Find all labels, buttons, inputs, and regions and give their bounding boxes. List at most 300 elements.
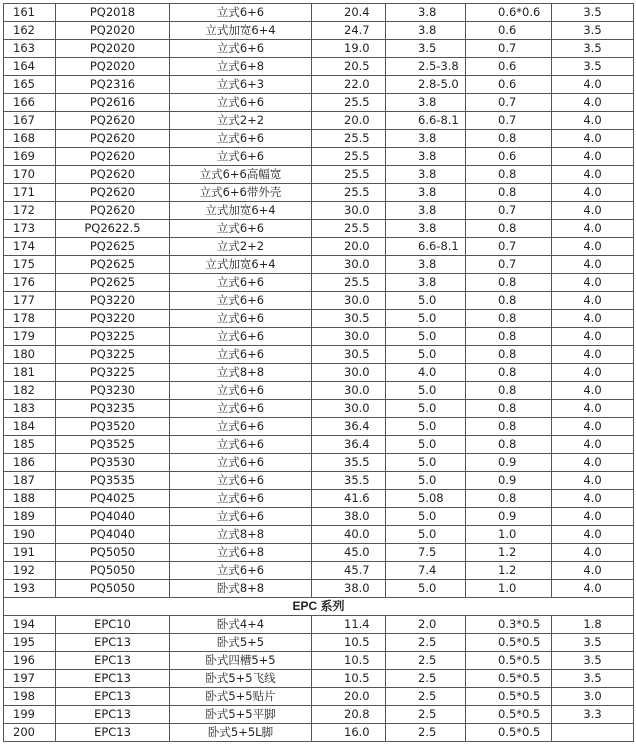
value-cell-1: 30.0 <box>312 256 386 274</box>
value-cell-1: 25.5 <box>312 166 386 184</box>
value-cell-1: 41.6 <box>312 490 386 508</box>
table-row <box>4 382 634 400</box>
value-cell-3: 0.5*0.5 <box>466 706 552 724</box>
model-cell: EPC13 <box>56 670 170 688</box>
model-cell: EPC13 <box>56 634 170 652</box>
value-cell-4: 4.0 <box>552 562 634 580</box>
value-cell-4: 4.0 <box>552 454 634 472</box>
table-row <box>4 76 634 94</box>
row-number: 177 <box>4 292 56 310</box>
value-cell-3: 0.9 <box>466 508 552 526</box>
value-cell-2: 5.0 <box>386 508 466 526</box>
value-cell-1: 35.5 <box>312 472 386 490</box>
model-cell: PQ2620 <box>56 184 170 202</box>
table-row <box>4 130 634 148</box>
model-cell: PQ3225 <box>56 346 170 364</box>
row-number: 176 <box>4 274 56 292</box>
value-cell-1: 30.0 <box>312 382 386 400</box>
model-cell: PQ5050 <box>56 544 170 562</box>
value-cell-1: 30.0 <box>312 400 386 418</box>
row-number: 164 <box>4 58 56 76</box>
model-cell: PQ2620 <box>56 202 170 220</box>
model-cell: PQ4025 <box>56 490 170 508</box>
value-cell-3: 0.3*0.5 <box>466 616 552 634</box>
value-cell-3: 0.7 <box>466 112 552 130</box>
value-cell-4: 4.0 <box>552 112 634 130</box>
row-number: 173 <box>4 220 56 238</box>
type-cell: 立式6+6 <box>170 94 312 112</box>
value-cell-3: 0.8 <box>466 364 552 382</box>
value-cell-1: 30.0 <box>312 328 386 346</box>
model-cell: PQ3535 <box>56 472 170 490</box>
section-title: EPC 系列 <box>4 598 634 616</box>
value-cell-3: 0.8 <box>466 436 552 454</box>
value-cell-3: 0.7 <box>466 202 552 220</box>
row-number: 192 <box>4 562 56 580</box>
value-cell-2: 5.0 <box>386 346 466 364</box>
row-number: 187 <box>4 472 56 490</box>
table-row <box>4 526 634 544</box>
table-body-epc <box>4 616 634 742</box>
value-cell-4: 4.0 <box>552 544 634 562</box>
type-cell: 卧式5+5飞线 <box>170 670 312 688</box>
value-cell-3: 0.5*0.5 <box>466 724 552 742</box>
value-cell-4: 4.0 <box>552 292 634 310</box>
type-cell: 立式6+6 <box>170 436 312 454</box>
value-cell-1: 25.5 <box>312 148 386 166</box>
row-number: 197 <box>4 670 56 688</box>
value-cell-1: 38.0 <box>312 580 386 598</box>
value-cell-4: 4.0 <box>552 166 634 184</box>
value-cell-1: 20.0 <box>312 112 386 130</box>
model-cell: PQ2625 <box>56 256 170 274</box>
value-cell-2: 2.5 <box>386 652 466 670</box>
value-cell-3: 0.8 <box>466 310 552 328</box>
row-number: 199 <box>4 706 56 724</box>
type-cell: 立式2+2 <box>170 112 312 130</box>
value-cell-3: 0.7 <box>466 256 552 274</box>
value-cell-3: 0.9 <box>466 454 552 472</box>
value-cell-2: 3.8 <box>386 94 466 112</box>
type-cell: 卧式4+4 <box>170 616 312 634</box>
value-cell-3: 1.0 <box>466 526 552 544</box>
value-cell-3: 0.5*0.5 <box>466 652 552 670</box>
table-row <box>4 562 634 580</box>
row-number: 167 <box>4 112 56 130</box>
value-cell-1: 30.0 <box>312 364 386 382</box>
value-cell-4: 4.0 <box>552 364 634 382</box>
value-cell-3: 0.5*0.5 <box>466 634 552 652</box>
row-number: 193 <box>4 580 56 598</box>
value-cell-4: 4.0 <box>552 310 634 328</box>
value-cell-3: 0.9 <box>466 472 552 490</box>
row-number: 166 <box>4 94 56 112</box>
value-cell-1: 10.5 <box>312 652 386 670</box>
row-number: 175 <box>4 256 56 274</box>
row-number: 190 <box>4 526 56 544</box>
type-cell: 立式6+6 <box>170 400 312 418</box>
value-cell-2: 7.5 <box>386 544 466 562</box>
row-number: 178 <box>4 310 56 328</box>
row-number: 188 <box>4 490 56 508</box>
value-cell-3: 1.0 <box>466 580 552 598</box>
table-row <box>4 490 634 508</box>
value-cell-4: 4.0 <box>552 148 634 166</box>
value-cell-2: 2.8-5.0 <box>386 76 466 94</box>
value-cell-1: 36.4 <box>312 436 386 454</box>
row-number: 191 <box>4 544 56 562</box>
value-cell-2: 5.0 <box>386 418 466 436</box>
model-cell: PQ5050 <box>56 580 170 598</box>
table-row <box>4 634 634 652</box>
model-cell: PQ2616 <box>56 94 170 112</box>
value-cell-2: 2.5 <box>386 670 466 688</box>
value-cell-4: 4.0 <box>552 184 634 202</box>
table-row <box>4 544 634 562</box>
value-cell-2: 3.8 <box>386 202 466 220</box>
table-row <box>4 346 634 364</box>
value-cell-3: 0.6*0.6 <box>466 4 552 22</box>
row-number: 181 <box>4 364 56 382</box>
value-cell-3: 0.8 <box>466 274 552 292</box>
value-cell-4: 4.0 <box>552 382 634 400</box>
value-cell-3: 0.5*0.5 <box>466 670 552 688</box>
value-cell-1: 25.5 <box>312 94 386 112</box>
value-cell-2: 2.5 <box>386 706 466 724</box>
row-number: 179 <box>4 328 56 346</box>
row-number: 196 <box>4 652 56 670</box>
value-cell-4: 4.0 <box>552 490 634 508</box>
value-cell-1: 19.0 <box>312 40 386 58</box>
row-number: 172 <box>4 202 56 220</box>
value-cell-4: 4.0 <box>552 328 634 346</box>
value-cell-4: 4.0 <box>552 202 634 220</box>
type-cell: 立式6+6 <box>170 328 312 346</box>
row-number: 165 <box>4 76 56 94</box>
model-cell: EPC13 <box>56 724 170 742</box>
value-cell-3: 1.2 <box>466 562 552 580</box>
row-number: 184 <box>4 418 56 436</box>
value-cell-2: 3.8 <box>386 130 466 148</box>
value-cell-4: 3.5 <box>552 670 634 688</box>
row-number: 171 <box>4 184 56 202</box>
model-cell: EPC13 <box>56 688 170 706</box>
value-cell-2: 5.0 <box>386 400 466 418</box>
value-cell-1: 22.0 <box>312 76 386 94</box>
table-row <box>4 688 634 706</box>
section-epc <box>4 598 634 616</box>
value-cell-3: 0.7 <box>466 94 552 112</box>
value-cell-1: 30.5 <box>312 310 386 328</box>
table-row <box>4 670 634 688</box>
value-cell-1: 11.4 <box>312 616 386 634</box>
value-cell-4: 3.3 <box>552 706 634 724</box>
spec-table <box>3 3 634 742</box>
row-number: 161 <box>4 4 56 22</box>
value-cell-1: 20.0 <box>312 238 386 256</box>
model-cell: PQ3235 <box>56 400 170 418</box>
value-cell-2: 7.4 <box>386 562 466 580</box>
table-row <box>4 580 634 598</box>
value-cell-4: 3.5 <box>552 4 634 22</box>
table-row <box>4 472 634 490</box>
table-row <box>4 184 634 202</box>
model-cell: PQ2620 <box>56 112 170 130</box>
value-cell-4: 1.8 <box>552 616 634 634</box>
row-number: 163 <box>4 40 56 58</box>
value-cell-1: 20.4 <box>312 4 386 22</box>
section-header-row <box>4 598 634 616</box>
value-cell-3: 0.8 <box>466 166 552 184</box>
model-cell: PQ3220 <box>56 292 170 310</box>
value-cell-3: 0.6 <box>466 148 552 166</box>
type-cell: 立式6+6高幅宽 <box>170 166 312 184</box>
table-row <box>4 40 634 58</box>
value-cell-2: 4.0 <box>386 364 466 382</box>
value-cell-1: 25.5 <box>312 184 386 202</box>
row-number: 189 <box>4 508 56 526</box>
table-row <box>4 418 634 436</box>
table-row <box>4 292 634 310</box>
value-cell-4: 4.0 <box>552 346 634 364</box>
row-number: 174 <box>4 238 56 256</box>
value-cell-1: 16.0 <box>312 724 386 742</box>
model-cell: PQ3220 <box>56 310 170 328</box>
value-cell-4: 3.5 <box>552 58 634 76</box>
value-cell-4: 3.5 <box>552 652 634 670</box>
value-cell-2: 5.08 <box>386 490 466 508</box>
model-cell: PQ2316 <box>56 76 170 94</box>
value-cell-2: 5.0 <box>386 382 466 400</box>
table-row <box>4 706 634 724</box>
value-cell-1: 20.8 <box>312 706 386 724</box>
model-cell: PQ2020 <box>56 40 170 58</box>
type-cell: 卧式5+5平脚 <box>170 706 312 724</box>
value-cell-1: 20.5 <box>312 58 386 76</box>
type-cell: 立式6+6 <box>170 130 312 148</box>
model-cell: PQ2622.5 <box>56 220 170 238</box>
value-cell-3: 0.8 <box>466 184 552 202</box>
value-cell-2: 6.6-8.1 <box>386 238 466 256</box>
value-cell-1: 25.5 <box>312 130 386 148</box>
type-cell: 立式6+8 <box>170 58 312 76</box>
value-cell-3: 0.6 <box>466 58 552 76</box>
value-cell-2: 5.0 <box>386 328 466 346</box>
table-row <box>4 58 634 76</box>
type-cell: 立式6+6 <box>170 4 312 22</box>
value-cell-4: 4.0 <box>552 580 634 598</box>
table-row <box>4 202 634 220</box>
type-cell: 卧式四槽5+5 <box>170 652 312 670</box>
model-cell: EPC13 <box>56 652 170 670</box>
value-cell-1: 35.5 <box>312 454 386 472</box>
table-row <box>4 454 634 472</box>
type-cell: 立式6+6带外壳 <box>170 184 312 202</box>
table-row <box>4 364 634 382</box>
table-row <box>4 94 634 112</box>
model-cell: PQ3225 <box>56 328 170 346</box>
type-cell: 立式8+8 <box>170 364 312 382</box>
value-cell-3: 0.7 <box>466 238 552 256</box>
value-cell-4: 3.5 <box>552 634 634 652</box>
value-cell-2: 5.0 <box>386 580 466 598</box>
type-cell: 立式6+6 <box>170 382 312 400</box>
value-cell-2: 2.0 <box>386 616 466 634</box>
value-cell-4: 4.0 <box>552 94 634 112</box>
model-cell: EPC10 <box>56 616 170 634</box>
value-cell-2: 2.5-3.8 <box>386 58 466 76</box>
value-cell-2: 3.8 <box>386 4 466 22</box>
model-cell: PQ2018 <box>56 4 170 22</box>
type-cell: 卧式5+5贴片 <box>170 688 312 706</box>
table-row <box>4 238 634 256</box>
model-cell: PQ2020 <box>56 22 170 40</box>
model-cell: PQ3520 <box>56 418 170 436</box>
value-cell-2: 3.8 <box>386 22 466 40</box>
type-cell: 立式6+6 <box>170 40 312 58</box>
row-number: 182 <box>4 382 56 400</box>
table-row <box>4 4 634 22</box>
type-cell: 立式6+6 <box>170 274 312 292</box>
value-cell-3: 0.8 <box>466 292 552 310</box>
model-cell: PQ2625 <box>56 274 170 292</box>
value-cell-3: 0.6 <box>466 76 552 94</box>
value-cell-2: 3.8 <box>386 184 466 202</box>
value-cell-1: 25.5 <box>312 274 386 292</box>
value-cell-2: 2.5 <box>386 634 466 652</box>
type-cell: 立式6+6 <box>170 490 312 508</box>
row-number: 194 <box>4 616 56 634</box>
type-cell: 立式6+6 <box>170 220 312 238</box>
value-cell-2: 6.6-8.1 <box>386 112 466 130</box>
value-cell-1: 20.0 <box>312 688 386 706</box>
type-cell: 立式6+3 <box>170 76 312 94</box>
value-cell-4: 4.0 <box>552 526 634 544</box>
value-cell-2: 5.0 <box>386 310 466 328</box>
type-cell: 卧式5+5L脚 <box>170 724 312 742</box>
model-cell: PQ2620 <box>56 148 170 166</box>
type-cell: 立式6+8 <box>170 544 312 562</box>
model-cell: EPC13 <box>56 706 170 724</box>
table-row <box>4 310 634 328</box>
value-cell-3: 0.8 <box>466 328 552 346</box>
value-cell-2: 2.5 <box>386 724 466 742</box>
type-cell: 立式6+6 <box>170 472 312 490</box>
value-cell-3: 0.8 <box>466 220 552 238</box>
table-row <box>4 166 634 184</box>
row-number: 169 <box>4 148 56 166</box>
type-cell: 立式加宽6+4 <box>170 22 312 40</box>
type-cell: 立式6+6 <box>170 454 312 472</box>
value-cell-3: 0.8 <box>466 490 552 508</box>
value-cell-2: 3.8 <box>386 274 466 292</box>
value-cell-2: 2.5 <box>386 688 466 706</box>
type-cell: 立式6+6 <box>170 418 312 436</box>
value-cell-4: 4.0 <box>552 508 634 526</box>
value-cell-4: 4.0 <box>552 130 634 148</box>
type-cell: 立式加宽6+4 <box>170 202 312 220</box>
model-cell: PQ2620 <box>56 166 170 184</box>
value-cell-4 <box>552 724 634 742</box>
value-cell-2: 3.8 <box>386 148 466 166</box>
value-cell-3: 1.2 <box>466 544 552 562</box>
value-cell-2: 5.0 <box>386 292 466 310</box>
value-cell-4: 4.0 <box>552 436 634 454</box>
value-cell-1: 38.0 <box>312 508 386 526</box>
model-cell: PQ4040 <box>56 526 170 544</box>
type-cell: 立式6+6 <box>170 148 312 166</box>
value-cell-2: 3.8 <box>386 256 466 274</box>
table-row <box>4 436 634 454</box>
value-cell-2: 3.8 <box>386 220 466 238</box>
value-cell-2: 5.0 <box>386 454 466 472</box>
type-cell: 立式6+6 <box>170 346 312 364</box>
row-number: 170 <box>4 166 56 184</box>
value-cell-2: 3.5 <box>386 40 466 58</box>
model-cell: PQ3225 <box>56 364 170 382</box>
row-number: 183 <box>4 400 56 418</box>
table-row <box>4 508 634 526</box>
table-row <box>4 616 634 634</box>
value-cell-2: 5.0 <box>386 472 466 490</box>
type-cell: 卧式8+8 <box>170 580 312 598</box>
value-cell-4: 4.0 <box>552 418 634 436</box>
value-cell-4: 4.0 <box>552 220 634 238</box>
row-number: 186 <box>4 454 56 472</box>
value-cell-4: 4.0 <box>552 238 634 256</box>
type-cell: 卧式5+5 <box>170 634 312 652</box>
model-cell: PQ3525 <box>56 436 170 454</box>
row-number: 198 <box>4 688 56 706</box>
type-cell: 立式8+8 <box>170 526 312 544</box>
row-number: 200 <box>4 724 56 742</box>
row-number: 168 <box>4 130 56 148</box>
value-cell-3: 0.8 <box>466 418 552 436</box>
model-cell: PQ2620 <box>56 130 170 148</box>
value-cell-1: 30.0 <box>312 202 386 220</box>
type-cell: 立式2+2 <box>170 238 312 256</box>
value-cell-3: 0.7 <box>466 40 552 58</box>
table-row <box>4 148 634 166</box>
table-row <box>4 112 634 130</box>
value-cell-2: 5.0 <box>386 526 466 544</box>
table-row <box>4 724 634 742</box>
value-cell-4: 4.0 <box>552 256 634 274</box>
value-cell-1: 25.5 <box>312 220 386 238</box>
value-cell-2: 3.8 <box>386 166 466 184</box>
value-cell-1: 30.0 <box>312 292 386 310</box>
model-cell: PQ3530 <box>56 454 170 472</box>
value-cell-4: 3.5 <box>552 40 634 58</box>
value-cell-1: 10.5 <box>312 670 386 688</box>
type-cell: 立式6+6 <box>170 310 312 328</box>
value-cell-3: 0.8 <box>466 130 552 148</box>
value-cell-4: 3.5 <box>552 22 634 40</box>
row-number: 180 <box>4 346 56 364</box>
value-cell-3: 0.5*0.5 <box>466 688 552 706</box>
table-row <box>4 220 634 238</box>
model-cell: PQ5050 <box>56 562 170 580</box>
model-cell: PQ3230 <box>56 382 170 400</box>
value-cell-1: 45.7 <box>312 562 386 580</box>
row-number: 162 <box>4 22 56 40</box>
table-row <box>4 256 634 274</box>
table-row <box>4 22 634 40</box>
value-cell-1: 30.5 <box>312 346 386 364</box>
model-cell: PQ2625 <box>56 238 170 256</box>
value-cell-3: 0.6 <box>466 22 552 40</box>
value-cell-1: 40.0 <box>312 526 386 544</box>
